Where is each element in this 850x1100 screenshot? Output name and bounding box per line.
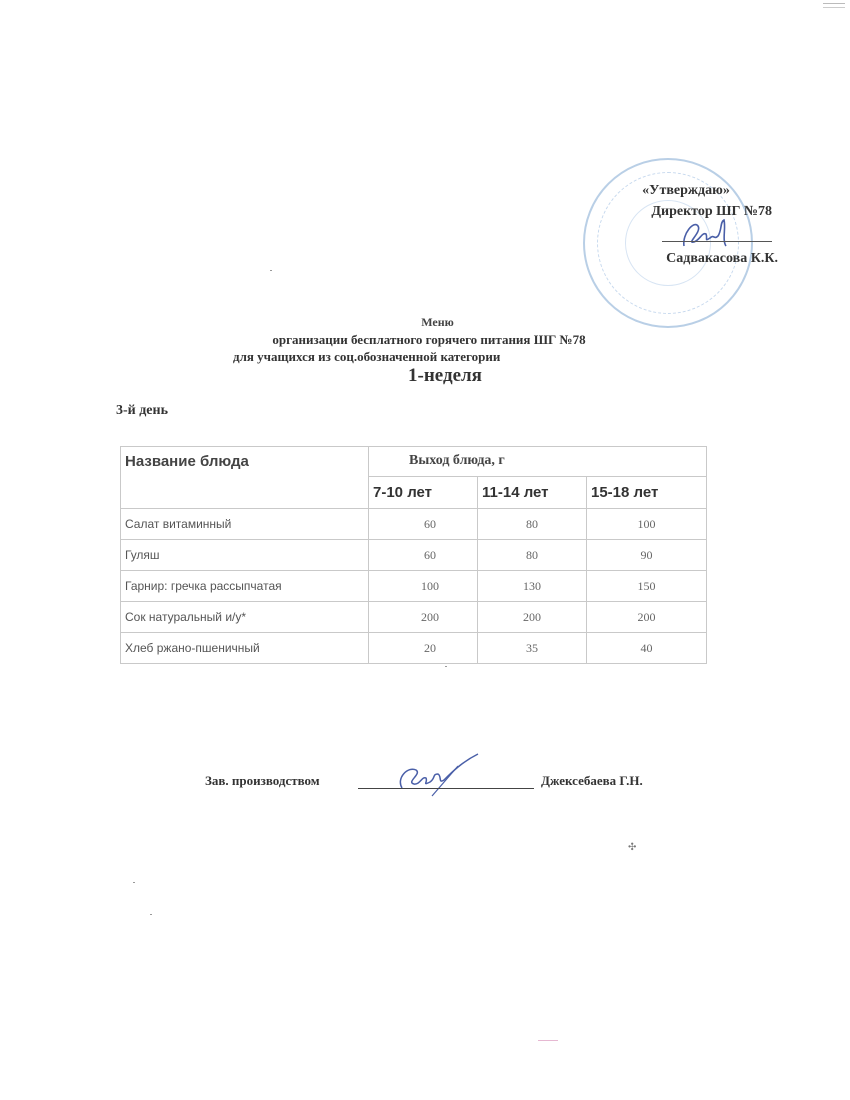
production-manager-label: Зав. производством: [205, 773, 320, 788]
yield-7-10: 200: [369, 602, 478, 633]
week-heading: 1-неделя: [408, 365, 482, 386]
table-row: [121, 602, 707, 633]
yield-15-18: 90: [587, 540, 707, 571]
approval-role: Директор ШГ №78: [651, 204, 772, 219]
table-header-row: [121, 447, 707, 477]
day-heading: 3-й день: [116, 403, 168, 418]
director-signature-icon: [676, 216, 736, 252]
dish-name: Гарнир: гречка рассыпчатая: [121, 571, 369, 602]
table-row: [121, 509, 707, 540]
yield-15-18: 200: [587, 602, 707, 633]
scan-speck: [133, 882, 135, 883]
approval-name: Садвакасова К.К.: [666, 251, 778, 266]
yield-11-14: 200: [478, 602, 587, 633]
table-row: [121, 633, 707, 664]
column-header-age-11-14: 11-14 лет: [478, 476, 587, 508]
yield-15-18: 100: [587, 509, 707, 540]
column-header-yield: Выход блюда, г: [369, 447, 707, 477]
yield-7-10: 20: [369, 633, 478, 664]
document-title: Меню: [421, 315, 454, 329]
dish-name: Гуляш: [121, 540, 369, 571]
yield-7-10: 100: [369, 571, 478, 602]
scan-speck: [150, 914, 152, 915]
production-signature-line: [358, 788, 534, 789]
scan-blot: ✣: [628, 842, 637, 853]
production-manager-name: Джексебаева Г.Н.: [541, 773, 643, 788]
column-header-age-15-18: 15-18 лет: [587, 476, 707, 508]
column-header-age-7-10: 7-10 лет: [369, 476, 478, 508]
yield-7-10: 60: [369, 509, 478, 540]
approval-title: «Утверждаю»: [642, 183, 730, 198]
yield-7-10: 60: [369, 540, 478, 571]
table-row: [121, 571, 707, 602]
dish-name: Сок натуральный и/у*: [121, 602, 369, 633]
scan-speck: [270, 270, 272, 271]
yield-15-18: 150: [587, 571, 707, 602]
menu-table: [120, 446, 707, 664]
organization-line: организации бесплатного горячего питания ШГ №78: [272, 332, 586, 347]
scan-speck: [538, 1040, 558, 1041]
yield-11-14: 35: [478, 633, 587, 664]
table-row: [121, 540, 707, 571]
yield-15-18: 40: [587, 633, 707, 664]
dish-name: Салат витаминный: [121, 509, 369, 540]
yield-11-14: 80: [478, 509, 587, 540]
yield-11-14: 130: [478, 571, 587, 602]
scan-speck: [445, 666, 447, 667]
manager-signature-icon: [392, 752, 482, 798]
dish-name: Хлеб ржано-пшеничный: [121, 633, 369, 664]
category-line: для учащихся из соц.обозначенной категории: [233, 349, 501, 364]
column-header-dish: Название блюда: [121, 447, 369, 509]
approval-signature-line: [662, 241, 772, 242]
scan-corner-mark: [823, 3, 845, 8]
yield-11-14: 80: [478, 540, 587, 571]
